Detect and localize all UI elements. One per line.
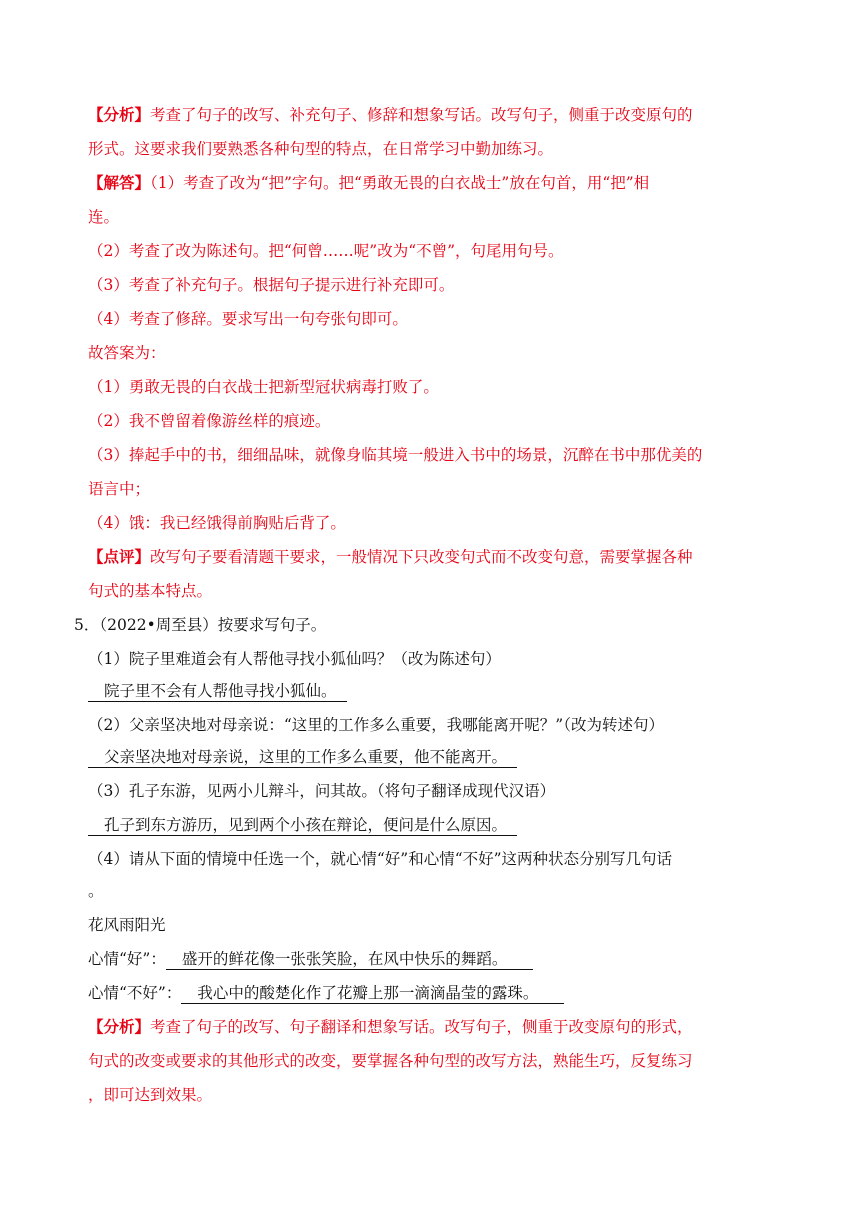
question-5-sub-1: （1）院子里难道会有人帮他寻找小狐仙吗？（改为陈述句） bbox=[88, 650, 501, 668]
analysis-2-line-2: 句式的改变或要求的其他形式的改变，要掌握各种句型的改写方法，熟能生巧，反复练习 bbox=[88, 1052, 693, 1070]
answer-item-4: （4）饿：我已经饿得前胸贴后背了。 bbox=[88, 514, 346, 532]
comment-tag: 【点评】 bbox=[88, 547, 151, 566]
analysis-2-line-1: 【分析】考查了句子的改写、句子翻译和想象写话。改写句子，侧重于改变原句的形式， bbox=[88, 1017, 693, 1036]
analysis-2-tag: 【分析】 bbox=[88, 1017, 151, 1036]
answer-item-3-line-2: 语言中； bbox=[88, 480, 151, 498]
question-5-answer-2: 父亲坚决地对母亲说，这里的工作多么重要，他不能离开。 bbox=[88, 746, 517, 768]
question-5-sub-4-line-2: 。 bbox=[88, 882, 104, 900]
question-5-sub-4-line-1: （4）请从下面的情境中任选一个，就心情“好”和心情“不好”这两种状态分别写几句话 bbox=[88, 850, 673, 868]
answer-item-1: （1）勇敢无畏的白衣战士把新型冠状病毒打败了。 bbox=[88, 378, 439, 396]
answer-point-2: （2）考查了改为陈述句。把“何曾……呢”改为“不曾”，句尾用句号。 bbox=[88, 242, 564, 260]
answer-line-2: 连。 bbox=[88, 208, 120, 226]
answer-item-3-line-1: （3）捧起手中的书，细细品味，就像身临其境一般进入书中的场景，沉醉在书中那优美的 bbox=[88, 446, 703, 464]
question-5-scenes: 花风雨阳光 bbox=[88, 916, 166, 934]
question-5-answer-1: 院子里不会有人帮他寻找小狐仙。 bbox=[88, 680, 347, 702]
question-5-stem: 5．（2022•周至县）按要求写句子。 bbox=[74, 616, 327, 634]
good-mood-answer: 盛开的鲜花像一张张笑脸，在风中快乐的舞蹈。 bbox=[166, 950, 534, 970]
good-mood-label: 心情“好”： bbox=[88, 950, 166, 968]
comment-line-2: 句式的基本特点。 bbox=[88, 582, 213, 600]
question-5-sub-2: （2）父亲坚决地对母亲说：“这里的工作多么重要，我哪能离开呢？”（改为转述句） bbox=[88, 716, 664, 734]
analysis-line-1: 【分析】考查了句子的改写、补充句子、修辞和想象写话。改写句子，侧重于改变原句的 bbox=[88, 105, 693, 124]
analysis-tag: 【分析】 bbox=[88, 105, 151, 124]
comment-line-1: 【点评】改写句子要看清题干要求，一般情况下只改变句式而不改变句意，需要掌握各种 bbox=[88, 547, 693, 566]
question-5-bad-mood bbox=[88, 982, 564, 1004]
question-number: 5． bbox=[74, 616, 100, 634]
question-5-sub-3: （3）孔子东游，见两小儿辩斗，问其故。（将句子翻译成现代汉语） bbox=[88, 782, 556, 800]
question-5-answer-3: 孔子到东方游历，见到两个小孩在辩论，便问是什么原因。 bbox=[88, 814, 517, 836]
answer-item-2: （2）我不曾留着像游丝样的痕迹。 bbox=[88, 412, 331, 430]
question-5-good-mood bbox=[88, 948, 533, 970]
answer-line-1: 【解答】（1）考查了改为“把”字句。把“勇敢无畏的白衣战士”放在句首，用“把”相 bbox=[88, 173, 650, 192]
answer-point-4: （4）考查了修辞。要求写出一句夸张句即可。 bbox=[88, 310, 408, 328]
analysis-2-line-3: ，即可达到效果。 bbox=[88, 1086, 213, 1104]
bad-mood-answer: 我心中的酸楚化作了花瓣上那一滴滴晶莹的露珠。 bbox=[181, 984, 564, 1004]
answer-point-3: （3）考查了补充句子。根据句子提示进行补充即可。 bbox=[88, 276, 455, 294]
answer-intro: 故答案为： bbox=[88, 344, 166, 362]
answer-tag: 【解答】 bbox=[88, 173, 151, 192]
bad-mood-label: 心情“不好”： bbox=[88, 984, 182, 1002]
analysis-line-2: 形式。这要求我们要熟悉各种句型的特点，在日常学习中勤加练习。 bbox=[88, 140, 554, 158]
